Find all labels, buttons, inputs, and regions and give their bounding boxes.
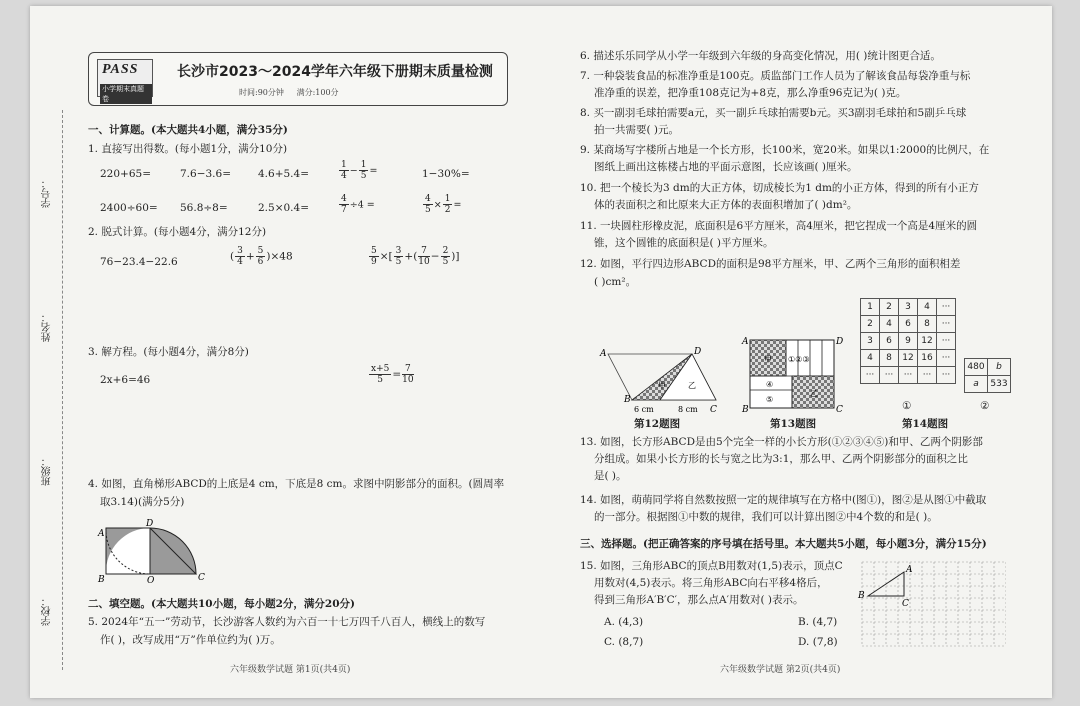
q7-line2: 准净重的误差，把净重108克记为+8克，那么净重96克记为( )克。 — [594, 87, 907, 99]
calc-item: 1−30%= — [422, 168, 470, 180]
logo-text: PASS — [102, 62, 139, 77]
calc-item: 2400÷60= — [100, 202, 158, 214]
fig13 — [740, 332, 844, 416]
q3-text: 3. 解方程。(每小题4分，满分8分) — [88, 346, 249, 358]
q13-line2: 分组成。如果小长方形的长与宽之比为3:1，那么甲、乙两个阴影部分的面积之比 — [594, 453, 968, 465]
q15-line3: 得到三角形A′B′C′，那么点A′用数对( )表示。 — [594, 594, 804, 606]
q2b-expr: ( $\frac{3}{4}$ + $\frac{5}{6}$ )×48 — [230, 246, 293, 267]
school-label: 学校： — [42, 596, 53, 626]
fig13-label-c: C — [836, 405, 843, 415]
exam-score: 满分:100分 — [296, 88, 339, 97]
q2c-expr: $\frac{5}{9}$ ×[ $\frac{3}{5}$ +( $\frac{7}{10}$ − $\frac{2}{5}$ )] — [371, 246, 460, 267]
q9-line2: 图纸上画出这栋楼占地的平面示意图，长应该画( )厘米。 — [594, 161, 858, 173]
q4-label-o: O — [147, 576, 155, 584]
fig13-c123: ①②③ — [788, 355, 810, 364]
q8-line1: 8. 买一副羽毛球拍需要a元，买一副乒乓球拍需要b元。买3副羽毛球拍和5副乒乓球 — [580, 107, 967, 119]
calc-item: 7.6−3.6= — [180, 168, 231, 180]
logo-subtitle: 小学期末真题卷 — [100, 84, 152, 104]
q5-line1: 5. 2024年“五一”劳动节，长沙游客人数约为六百一十七万四千八百人，横线上的数写 — [88, 616, 486, 628]
fig15-label-b: B — [858, 591, 865, 601]
fig13-jia: 甲 — [764, 355, 772, 364]
table-row: ··· ··· ··· ··· ··· — [861, 367, 956, 384]
fig12-label-a: A — [600, 349, 607, 359]
q9-line1: 9. 某商场写字楼所占地是一个长方形，长100米，宽20米。如果以1:2000的比例尺，在 — [580, 144, 990, 156]
q13-line3: 是( )。 — [594, 470, 627, 482]
q4-label-a: A — [98, 529, 105, 539]
table-row: 4 8 12 16 ··· — [861, 350, 956, 367]
calc-fraction-item: $\frac{1}{4}$ − $\frac{1}{5}$ = — [341, 160, 378, 181]
fig13-yi: 乙 — [810, 389, 818, 398]
table-row: a 533 — [965, 376, 1011, 393]
q11-line1: 11. 一块圆柱形橡皮泥，底面积是6平方厘米，高4厘米，把它捏成一个高是4厘米的圆 — [580, 220, 978, 232]
fig12-dim1: 6 cm — [634, 405, 654, 414]
fig14-caption: 第14题图 — [902, 418, 949, 430]
fig12-label-c: C — [710, 405, 717, 415]
q4-label-b: B — [98, 575, 105, 584]
calc-fraction-item: $\frac{4}{5}$ × $\frac{1}{2}$ = — [425, 194, 462, 215]
fig14-grid — [860, 298, 956, 384]
header-banner — [88, 52, 508, 106]
q15-option-c[interactable]: C. (8,7) — [604, 636, 644, 648]
q12-line2: ( )cm²。 — [594, 276, 637, 288]
q15-line1: 15. 如图，三角形ABC的顶点B用数对(1,5)表示，顶点C — [580, 560, 843, 572]
fig13-c4: ④ — [766, 380, 774, 389]
name-label: 姓名： — [42, 312, 53, 342]
table-row: 3 6 9 12 ··· — [861, 333, 956, 350]
student-no-label: 学号： — [42, 178, 53, 208]
q10-line1: 10. 把一个棱长为3 dm的大正方体，切成棱长为1 dm的小正方体，得到的所有小正方 — [580, 182, 979, 194]
q14-line1: 14. 如图，萌萌同学将自然数按照一定的规律填写在方格中(图①)，图②是从图①中截取 — [580, 494, 987, 506]
calc-fraction-item: $\frac{4}{7}$ ÷4 = — [341, 194, 375, 215]
q4-label-d: D — [146, 519, 154, 529]
q3b-expr: $\frac{x+5}{5}$ = $\frac{7}{10}$ — [371, 364, 414, 385]
q13-line1: 13. 如图，长方形ABCD是由5个完全一样的小长方形(①②③④⑤)和甲、乙两个阴影部 — [580, 436, 983, 448]
q12-line1: 12. 如图，平行四边形ABCD的面积是98平方厘米，甲、乙两个三角形的面积相差 — [580, 258, 961, 270]
binding-line — [62, 110, 63, 670]
fig14-label1: ① — [902, 400, 912, 412]
exam-time: 时间:90分钟 — [239, 88, 284, 97]
fig13-c5: ⑤ — [766, 395, 774, 404]
fig12-yi: 乙 — [688, 381, 696, 390]
q2-text: 2. 脱式计算。(每小题4分，满分12分) — [88, 226, 267, 238]
fig12 — [598, 342, 722, 416]
calc-item: 2.5×0.4= — [258, 202, 309, 214]
q8-line2: 拍一共需要( )元。 — [594, 124, 680, 136]
table-row: 1 2 3 4 ··· — [861, 299, 956, 316]
q15-option-d[interactable]: D. (7,8) — [798, 636, 838, 648]
q4-label-c: C — [198, 573, 205, 583]
fig14-small-grid — [964, 358, 1011, 393]
section3-title: 三、选择题。(把正确答案的序号填在括号里。本大题共5小题，每小题3分，满分15分) — [580, 538, 987, 550]
fig12-dim2: 8 cm — [678, 405, 698, 414]
fig15-label-a: A — [906, 565, 913, 575]
q7-line1: 7. 一种袋装食品的标准净重是100克。质监部门工作人员为了解该食品每袋净重与标 — [580, 70, 971, 82]
q11-line2: 锥，这个圆锥的底面积是( )平方厘米。 — [594, 237, 774, 249]
calc-item: 220+65= — [100, 168, 151, 180]
fig13-label-d: D — [836, 337, 844, 347]
section2-title: 二、填空题。(本大题共10小题，每小题2分，满分20分) — [88, 598, 355, 610]
fig13-label-a: A — [742, 337, 749, 347]
exam-meta — [239, 87, 339, 98]
fig12-jia: 甲 — [658, 381, 666, 390]
logo — [97, 59, 153, 103]
fig14-label2: ② — [980, 400, 990, 412]
q4-line2: 取3.14)(满分5分) — [100, 496, 185, 508]
q4-line1: 4. 如图，直角梯形ABCD的上底是4 cm，下底是8 cm。求图中阴影部分的面积。(圆周率 — [88, 478, 505, 490]
table-row: 480 b — [965, 359, 1011, 376]
fig12-label-d: D — [694, 347, 702, 357]
exam-title: 长沙市2023～2024学年六年级下册期末质量检测 — [177, 64, 493, 80]
class-label: 班级： — [42, 456, 53, 486]
right-footer: 六年级数学试题 第2页(共4页) — [720, 665, 841, 675]
fig15 — [856, 560, 1006, 652]
fig13-caption: 第13题图 — [770, 418, 817, 430]
table-row: 2 4 6 8 ··· — [861, 316, 956, 333]
q15-option-a[interactable]: A. (4,3) — [604, 616, 644, 628]
calc-item: 4.6+5.4= — [258, 168, 309, 180]
q15-line2: 用数对(4,5)表示。将三角形ABC向右平移4格后， — [594, 577, 828, 589]
fig15-label-c: C — [902, 599, 909, 609]
section1-title: 一、计算题。(本大题共4小题，满分35分) — [88, 124, 288, 136]
q4-figure — [94, 516, 214, 584]
left-footer: 六年级数学试题 第1页(共4页) — [230, 665, 351, 675]
q1-text: 1. 直接写出得数。(每小题1分，满分10分) — [88, 143, 288, 155]
q14-line2: 的一部分。根据图①中数的规律，我们可以计算出图②中4个数的和是( )。 — [594, 511, 938, 523]
q5-line2: 作( )，改写成用“万”作单位约为( )万。 — [100, 634, 281, 646]
fig12-caption: 第12题图 — [634, 418, 681, 430]
q3a-expr: 2x+6=46 — [100, 374, 151, 386]
q15-option-b[interactable]: B. (4,7) — [798, 616, 838, 628]
q10-line2: 体的表面积之和比原来大正方体的表面积增加了( )dm²。 — [594, 199, 858, 211]
calc-item: 56.8÷8= — [180, 202, 228, 214]
q6-text: 6. 描述乐乐同学从小学一年级到六年级的身高变化情况，用( )统计图更合适。 — [580, 50, 941, 62]
fig12-label-b: B — [624, 395, 631, 405]
q2a-expr: 76−23.4−22.6 — [100, 256, 178, 268]
fig13-label-b: B — [742, 405, 749, 415]
